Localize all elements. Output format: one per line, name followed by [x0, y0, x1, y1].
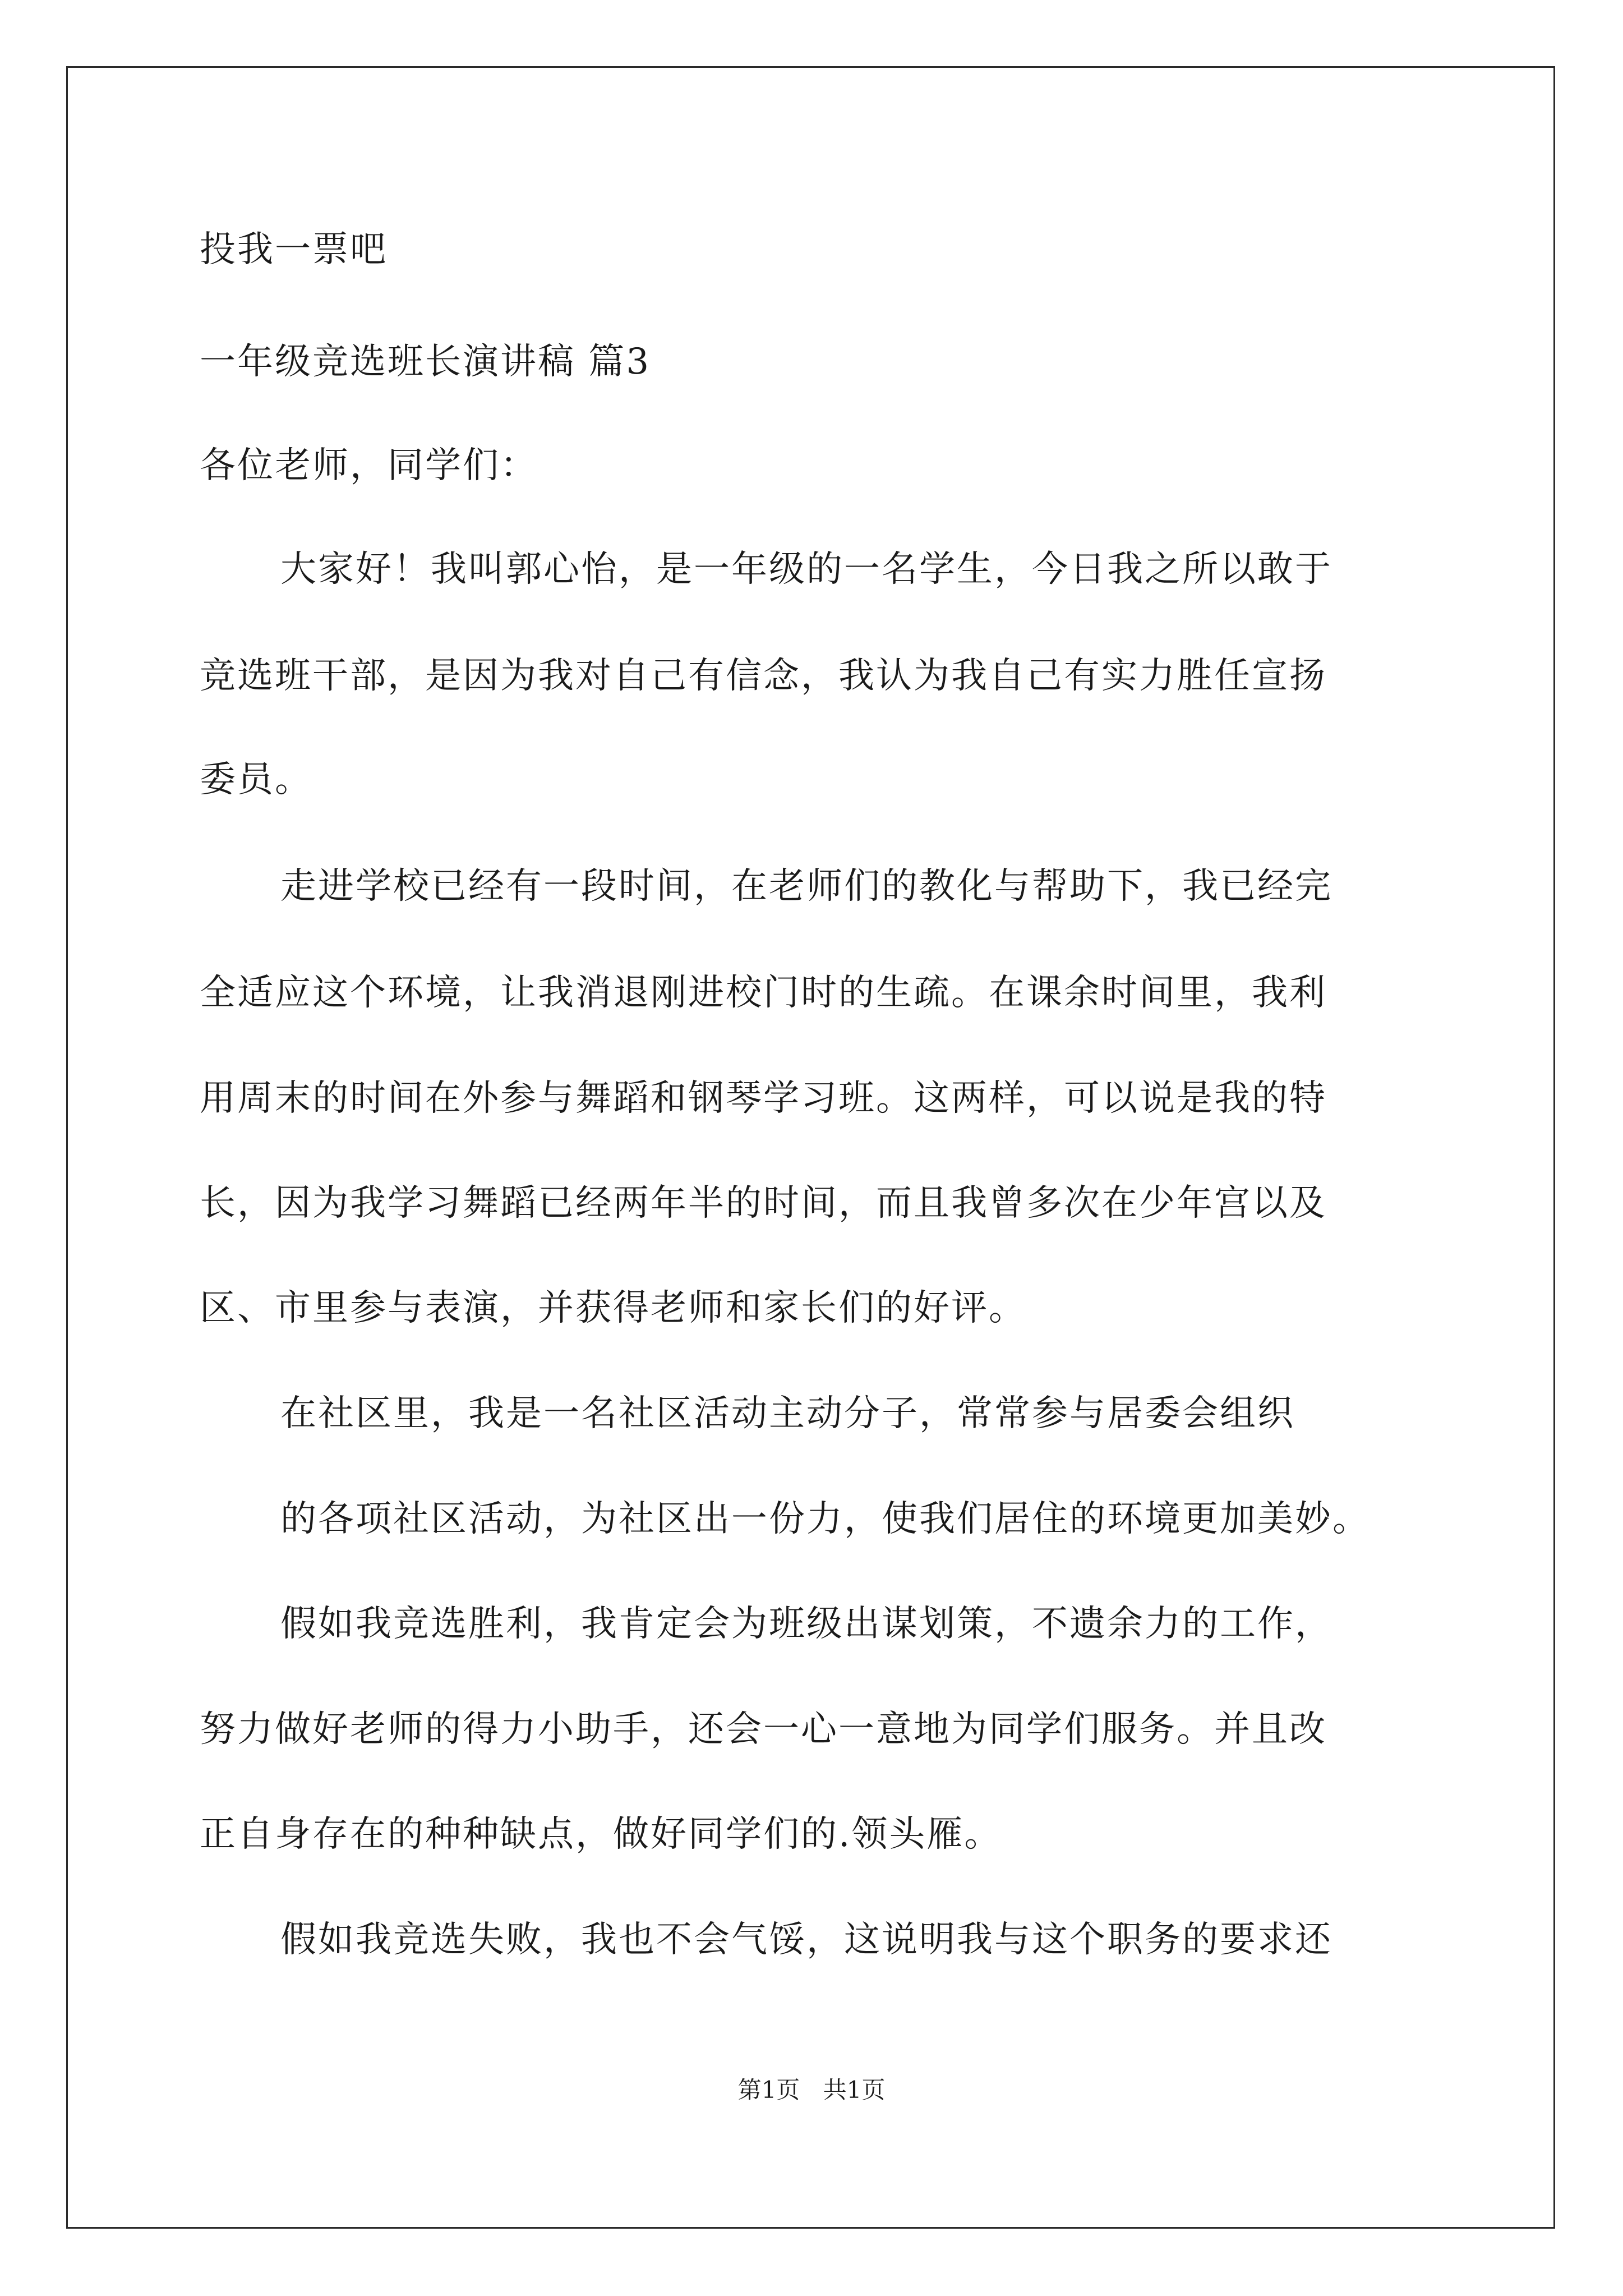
- page-number: 第1页: [737, 2076, 800, 2104]
- body-line: 全适应这个环境，让我消退刚进校门时的生疏。在课余时间里，我利: [200, 972, 1327, 1014]
- page-total: 共1页: [823, 2076, 886, 2104]
- section-heading: 一年级竞选班长演讲稿 篇3: [200, 341, 651, 383]
- body-line: 长，因为我学习舞蹈已经两年半的时间，而且我曾多次在少年宫以及: [200, 1182, 1327, 1224]
- body-line: 区、市里参与表演，并获得老师和家长们的好评。: [200, 1287, 1026, 1329]
- body-line: 正自身存在的种种缺点，做好同学们的.领头雁。: [200, 1814, 1002, 1855]
- body-line: 委员。: [200, 759, 312, 800]
- body-line: 假如我竞选胜利，我肯定会为班级出谋划策，不遗余力的工作，: [280, 1603, 1332, 1645]
- body-line: 用周末的时间在外参与舞蹈和钢琴学习班。这两样，可以说是我的特: [200, 1078, 1327, 1119]
- body-line: 在社区里，我是一名社区活动主动分子，常常参与居委会组织: [280, 1393, 1295, 1434]
- page-border: [66, 66, 1555, 2229]
- body-line: 竞选班干部，是因为我对自己有信念，我认为我自己有实力胜任宣扬: [200, 655, 1327, 697]
- body-line: 努力做好老师的得力小助手，还会一心一意地为同学们服务。并且改: [200, 1709, 1327, 1750]
- closing-line: 投我一票吧: [200, 229, 388, 270]
- body-line: 假如我竞选失败，我也不会气馁，这说明我与这个职务的要求还: [280, 1919, 1332, 1961]
- salutation: 各位老师，同学们：: [200, 445, 538, 486]
- body-line: 走进学校已经有一段时间，在老师们的教化与帮助下，我已经完: [280, 866, 1332, 907]
- body-line: 大家好！我叫郭心怡，是一年级的一名学生，今日我之所以敢于: [280, 549, 1332, 590]
- page-footer: [0, 2074, 1623, 2106]
- body-line: 的各项社区活动，为社区出一份力，使我们居住的环境更加美妙。: [280, 1498, 1370, 1540]
